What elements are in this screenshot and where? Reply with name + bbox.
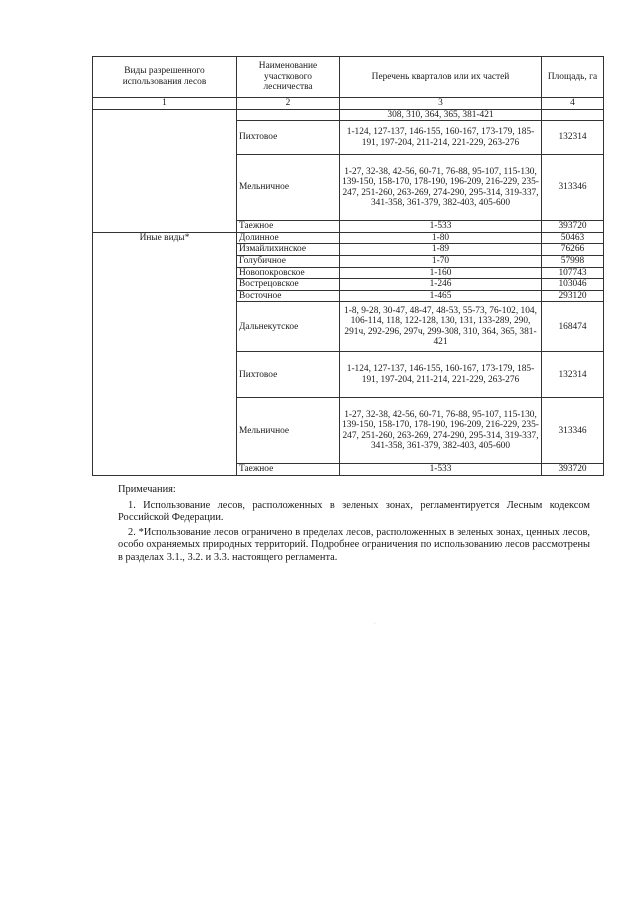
area-cell: 57998 xyxy=(542,255,604,267)
page-marker: · xyxy=(374,621,376,627)
forestry-name-cell: Голубичное xyxy=(237,255,340,267)
quarters-cell: 1-124, 127-137, 146-155, 160-167, 173-179, 185-191, 197-204, 211-214, 221-229, 263-276 xyxy=(340,121,542,155)
quarters-cell: 308, 310, 364, 365, 381-421 xyxy=(340,109,542,121)
quarters-cell: 1-533 xyxy=(340,464,542,476)
column-number: 3 xyxy=(340,98,542,110)
area-cell: 313346 xyxy=(542,155,604,221)
forestry-name-cell: Мельничное xyxy=(237,155,340,221)
header-quarters-list: Перечень кварталов или их частей xyxy=(340,57,542,98)
table-header-row xyxy=(93,57,604,98)
area-cell: 103046 xyxy=(542,279,604,291)
area-cell: 132314 xyxy=(542,352,604,398)
use-type-cell: Иные виды* xyxy=(93,232,237,475)
area-cell: 132314 xyxy=(542,121,604,155)
forestry-name-cell: Пихтовое xyxy=(237,121,340,155)
forestry-name-cell: Дальнекутское xyxy=(237,302,340,352)
forestry-name-cell: Пихтовое xyxy=(237,352,340,398)
area-cell: 76266 xyxy=(542,244,604,256)
forestry-name-cell: Восточное xyxy=(237,290,340,302)
area-cell: 107743 xyxy=(542,267,604,279)
forestry-name-cell: Мельничное xyxy=(237,398,340,464)
use-type-cell xyxy=(93,109,237,232)
area-cell: 313346 xyxy=(542,398,604,464)
quarters-cell: 1-89 xyxy=(340,244,542,256)
quarters-cell: 1-533 xyxy=(340,221,542,233)
forestry-name-cell xyxy=(237,109,340,121)
header-area: Площадь, га xyxy=(542,57,604,98)
area-cell xyxy=(542,109,604,121)
note-text: 1. Использование лесов, расположенных в зеленых зонах, регламентируется Лесным кодексом Российской Федерации. xyxy=(118,500,590,524)
table-row xyxy=(93,109,604,121)
area-cell: 393720 xyxy=(542,221,604,233)
table-row xyxy=(93,232,604,244)
quarters-cell: 1-80 xyxy=(340,232,542,244)
quarters-cell: 1-70 xyxy=(340,255,542,267)
column-number: 1 xyxy=(93,98,237,110)
area-cell: 168474 xyxy=(542,302,604,352)
forestry-name-cell: Таежное xyxy=(237,221,340,233)
forestry-name-cell: Измайлихинское xyxy=(237,244,340,256)
column-number-row xyxy=(93,98,604,110)
forest-use-table xyxy=(92,56,604,476)
quarters-cell: 1-27, 32-38, 42-56, 60-71, 76-88, 95-107, 115-130, 139-150, 158-170, 178-190, 196-209, 216-229, 235-247, 251-260, 263-269, 274-290, 295-314, 319-337, 341-358, 361-379, 382-403, 405-600 xyxy=(340,398,542,464)
quarters-cell: 1-246 xyxy=(340,279,542,291)
forestry-name-cell: Таежное xyxy=(237,464,340,476)
column-number: 4 xyxy=(542,98,604,110)
header-use-type: Виды разрешенного использования лесов xyxy=(93,57,237,98)
table-body xyxy=(93,109,604,475)
forestry-name-cell: Новопокровское xyxy=(237,267,340,279)
header-forestry-name: Наименование участкового лесничества xyxy=(237,57,340,98)
column-number: 2 xyxy=(237,98,340,110)
forestry-name-cell: Вострецовское xyxy=(237,279,340,291)
quarters-cell: 1-8, 9-28, 30-47, 48-47, 48-53, 55-73, 76-102, 104, 106-114, 118, 122-128, 130, 131, 133-289, 290, 291ч, 292-296, 297ч, 299-308, 310, 364, 365, 381-421 xyxy=(340,302,542,352)
note-item-1 xyxy=(118,500,590,525)
quarters-cell: 1-160 xyxy=(340,267,542,279)
forestry-name-cell: Долинное xyxy=(237,232,340,244)
note-item-2 xyxy=(118,527,590,564)
area-cell: 50463 xyxy=(542,232,604,244)
note-text: 2. *Использование лесов ограничено в пределах лесов, расположенных в зеленых зонах, ценных лесов, особо охраняемых природных территорий. Подробнее ограничения по использованию лесов рассмотрены в разделах 3.1., 3.2. и 3.3. настоящего регламента. xyxy=(118,527,590,563)
quarters-cell: 1-465 xyxy=(340,290,542,302)
area-cell: 393720 xyxy=(542,464,604,476)
area-cell: 293120 xyxy=(542,290,604,302)
quarters-cell: 1-27, 32-38, 42-56, 60-71, 76-88, 95-107, 115-130, 139-150, 158-170, 178-190, 196-209, 216-229, 235-247, 251-260, 263-269, 274-290, 295-314, 319-337, 341-358, 361-379, 382-403, 405-600 xyxy=(340,155,542,221)
quarters-cell: 1-124, 127-137, 146-155, 160-167, 173-179, 185-191, 197-204, 211-214, 221-229, 263-276 xyxy=(340,352,542,398)
notes-title: Примечания: xyxy=(118,484,176,495)
